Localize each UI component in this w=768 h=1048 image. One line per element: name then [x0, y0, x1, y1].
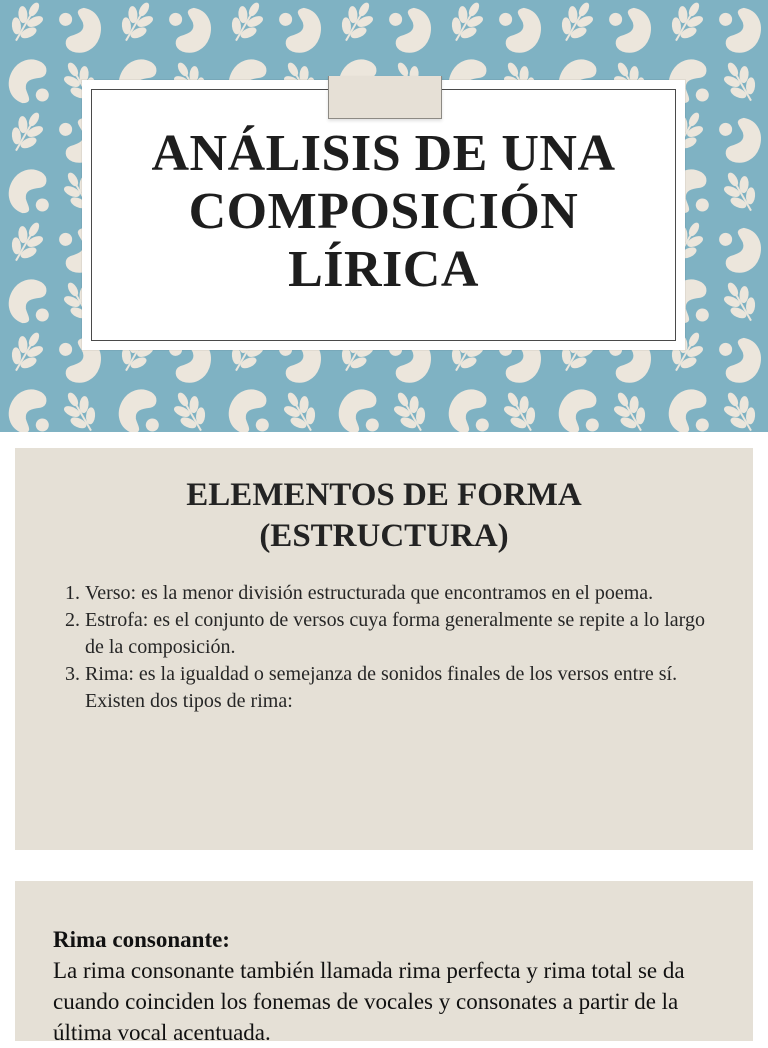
title-card — [82, 80, 685, 350]
structure-slide — [15, 448, 753, 850]
title-card-tab — [328, 76, 442, 119]
slide-heading: ELEMENTOS DE FORMA (ESTRUCTURA) — [186, 477, 582, 554]
rhyme-subheading: Rima consonante: — [53, 927, 230, 952]
rhyme-body: La rima consonante también llamada rima perfecta y rima total se da cuando coinciden los fonemas de vocales y consonates a partir de la última vocal acentuada. — [53, 958, 685, 1045]
title-slide — [0, 0, 768, 432]
list-item-verso: 1. Verso: es la menor división estructurada que encontramos en el poema. — [85, 580, 725, 607]
list-item-estrofa: 2. Estrofa: es el conjunto de versos cuya forma generalmente se repite a lo largo de la composición. — [85, 607, 725, 661]
slide-title: ANÁLISIS DE UNA COMPOSICIÓN LÍRICA — [151, 125, 616, 298]
rhyme-slide — [15, 881, 753, 1045]
elements-list — [61, 580, 725, 715]
list-item-rima: 3. Rima: es la igualdad o semejanza de sonidos finales de los versos entre sí. Existen dos tipos de rima: — [85, 661, 725, 715]
